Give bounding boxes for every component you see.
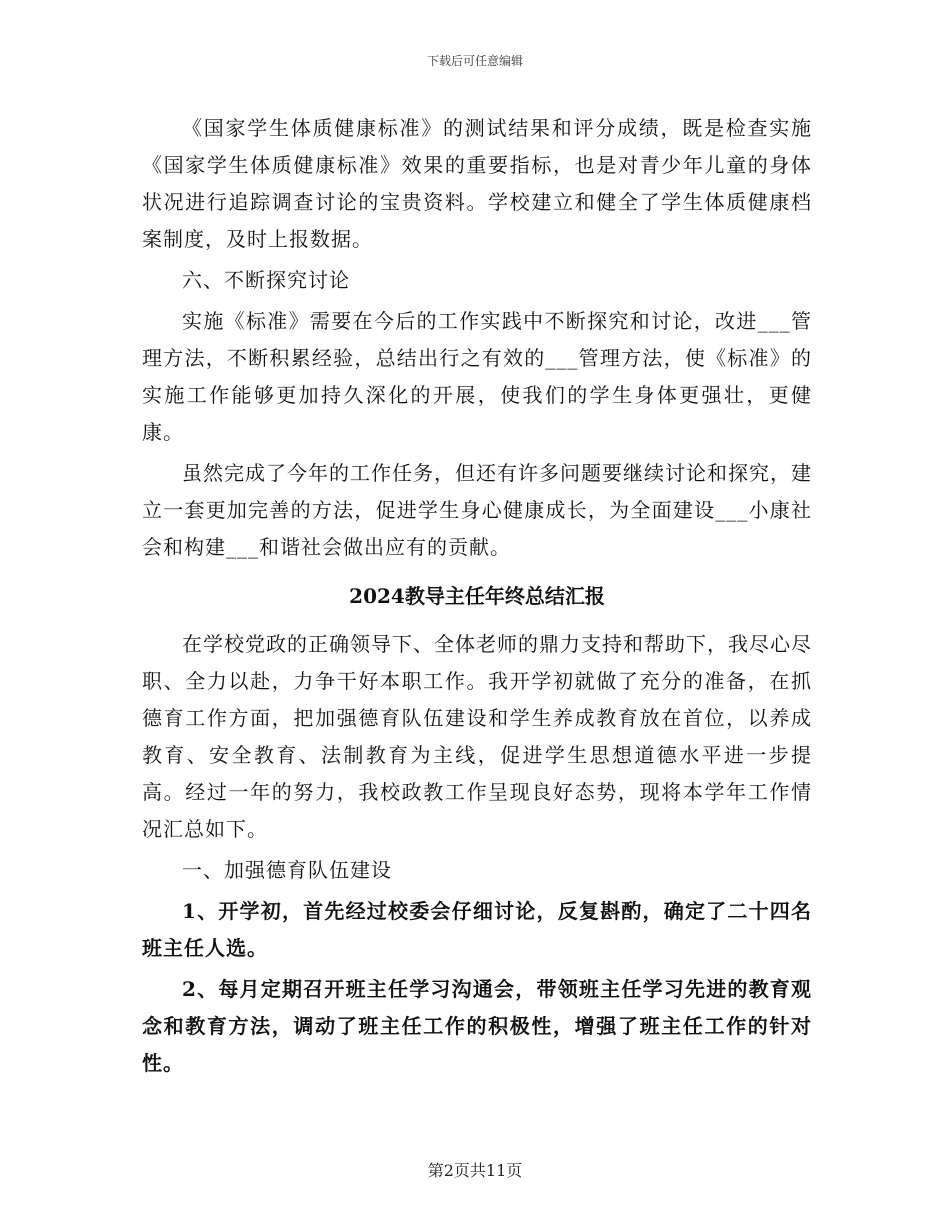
paragraph-conclusion: 虽然完成了今年的工作任务，但还有许多问题要继续讨论和探究，建立一套更加完善的方法，促进学生身心健康成长，为全面建设___小康社会和构建___和谐社会做出应有的贡献。	[142, 461, 812, 559]
heading-one-moral-team: 一、加强德育队伍建设	[182, 858, 392, 882]
report-title: 2024教导主任年终总结汇报	[349, 584, 605, 608]
heading-six-continuous-research: 六、不断探究讨论	[182, 268, 350, 292]
page-header: 下载后可任意编辑	[426, 54, 523, 68]
list-item-2: 2、每月定期召开班主任学习沟通会，带领班主任学习先进的教育观念和教育方法，调动了班主任工作的积极性，增强了班主任工作的针对性。	[142, 977, 812, 1075]
list-item-1: 1、开学初，首先经过校委会仔细讨论，反复斟酌，确定了二十四名班主任人选。	[142, 899, 812, 960]
paragraph-intro: 在学校党政的正确领导下、全体老师的鼎力支持和帮助下，我尽心尽职、全力以赴，力争干好本职工作。我开学初就做了充分的准备，在抓德育工作方面，把加强德育队伍建设和学生养成教育放在首位，以养成教育、安全教育、法制教育为主线，促进学生思想道德水平进一步提高。经过一年的努力，我校政教工作呈现良好态势，现将本学年工作情况汇总如下。	[142, 632, 812, 841]
document-body	[142, 110, 812, 1086]
paragraph-implementation: 实施《标准》需要在今后的工作实践中不断探究和讨论，改进___管理方法，不断积累经验，总结出行之有效的___管理方法，使《标准》的实施工作能够更加持久深化的开展，使我们的学生身体更强壮，更健康。	[142, 309, 812, 444]
page-number: 第2页共11页	[427, 1161, 523, 1180]
paragraph-standard-results: 《国家学生体质健康标准》的测试结果和评分成绩，既是检查实施《国家学生体质健康标准》效果的重要指标，也是对青少年儿童的身体状况进行追踪调查讨论的宝贵资料。学校建立和健全了学生体质健康档案制度，及时上报数据。	[142, 116, 812, 251]
